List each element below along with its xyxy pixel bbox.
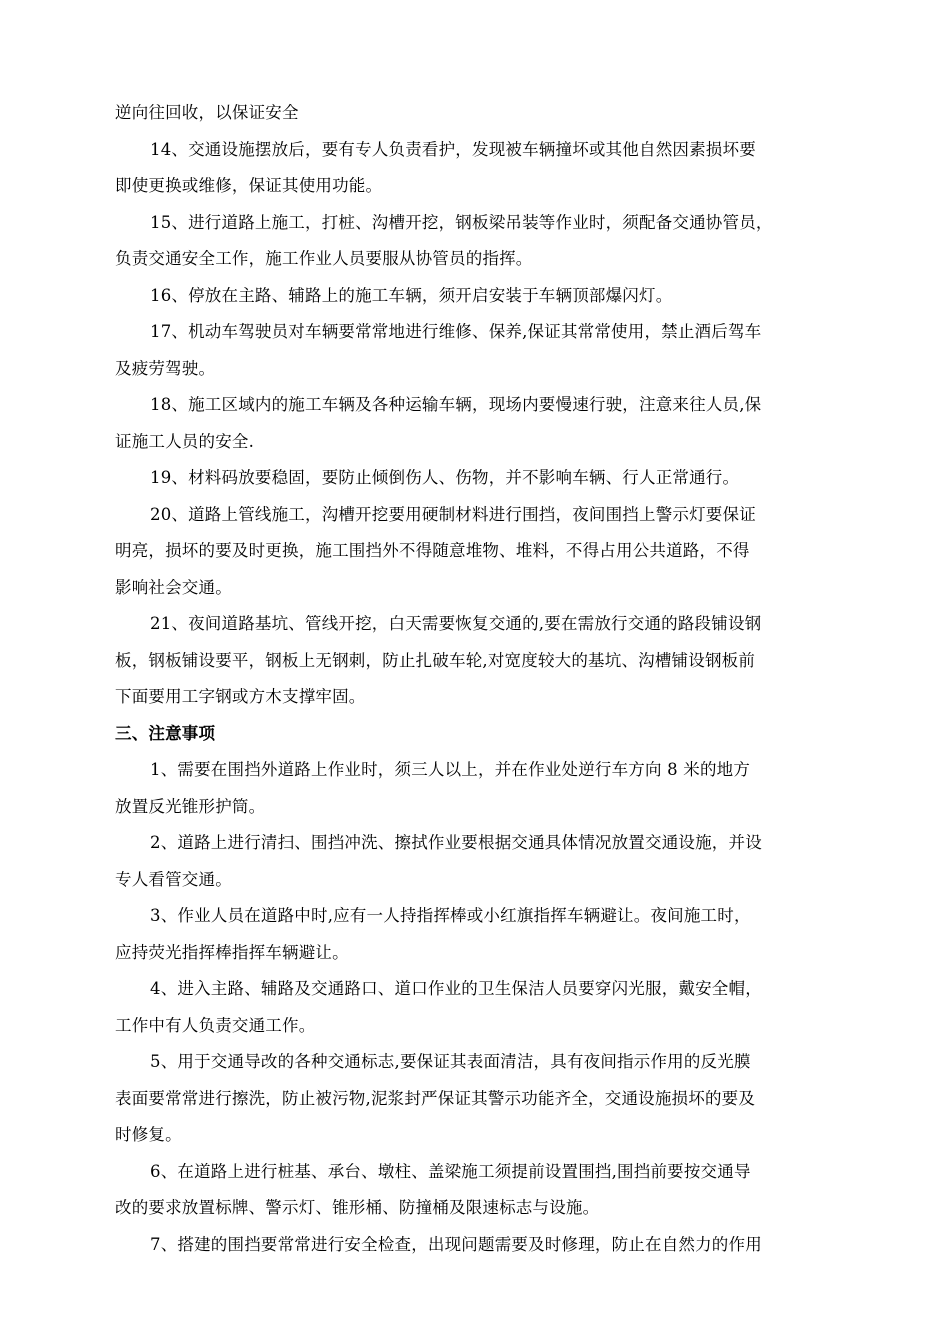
text-line: 影响社会交通。 xyxy=(115,577,232,597)
text-line: 16、停放在主路、辅路上的施工车辆，须开启安装于车辆顶部爆闪灯。 xyxy=(150,285,673,305)
text-line: 负责交通安全工作，施工作业人员要服从协管员的指挥。 xyxy=(115,249,533,268)
text-line: 专人看管交通。 xyxy=(115,869,232,889)
text-line: 证施工人员的安全. xyxy=(115,431,255,451)
text-line: 即使更换或维修，保证其使用功能。 xyxy=(115,176,383,195)
text-line: 表面要常常进行擦洗，防止被污物,泥浆封严保证其警示功能齐全，交通设施损坏的要及 xyxy=(115,1088,756,1108)
text-line: 2、道路上进行清扫、围挡冲洗、擦拭作业要根据交通具体情况放置交通设施，并设 xyxy=(150,833,762,852)
section-heading: 三、注意事项 xyxy=(115,723,216,743)
text-line: 板，钢板铺设要平，钢板上无钢刺，防止扎破车轮,对宽度较大的基坑、沟槽铺设钢板前 xyxy=(115,650,756,670)
text-line: 改的要求放置标牌、警示灯、锥形桶、防撞桶及限速标志与设施。 xyxy=(115,1198,600,1217)
text-line: 应持荧光指挥棒指挥车辆避让。 xyxy=(115,942,349,962)
text-line: 时修复。 xyxy=(115,1125,182,1144)
text-line: 14、交通设施摆放后，要有专人负责看护，发现被车辆撞坏或其他自然因素损坏要 xyxy=(150,139,756,159)
text-line: 18、施工区域内的施工车辆及各种运输车辆，现场内要慢速行驶，注意来往人员,保 xyxy=(150,395,762,414)
text-line: 20、道路上管线施工，沟槽开挖要用硬制材料进行围挡，夜间围挡上警示灯要保证 xyxy=(150,504,756,524)
text-line: 3、作业人员在道路中时,应有一人持指挥棒或小红旗指挥车辆避让。夜间施工时， xyxy=(150,906,751,925)
text-line: 4、进入主路、辅路及交通路口、道口作业的卫生保洁人员要穿闪光服，戴安全帽， xyxy=(150,979,762,998)
document-body xyxy=(115,95,860,1263)
text-line: 6、在道路上进行桩基、承台、墩柱、盖梁施工须提前设置围挡,围挡前要按交通导 xyxy=(150,1161,751,1181)
text-line: 7、搭建的围挡要常常进行安全检查，出现问题需要及时修理，防止在自然力的作用 xyxy=(150,1234,762,1254)
text-line: 15、进行道路上施工，打桩、沟槽开挖，钢板梁吊装等作业时，须配备交通协管员， xyxy=(150,212,773,232)
text-line: 逆向往回收，以保证安全 xyxy=(115,103,299,122)
text-line: 明亮，损坏的要及时更换，施工围挡外不得随意堆物、堆料，不得占用公共道路，不得 xyxy=(115,541,750,560)
text-line: 21、夜间道路基坑、管线开挖，白天需要恢复交通的,要在需放行交通的路段铺设钢 xyxy=(150,614,762,633)
text-line: 1、需要在围挡外道路上作业时，须三人以上，并在作业处逆行车方向 8 米的地方 xyxy=(150,760,751,779)
text-line: 19、材料码放要稳固，要防止倾倒伤人、伤物，并不影响车辆、行人正常通行。 xyxy=(150,468,740,487)
text-line: 下面要用工字钢或方木支撑牢固。 xyxy=(115,687,366,706)
text-line: 及疲劳驾驶。 xyxy=(115,358,216,378)
text-line: 工作中有人负责交通工作。 xyxy=(115,1015,316,1035)
text-line: 放置反光锥形护筒。 xyxy=(115,796,266,816)
text-line: 5、用于交通导改的各种交通标志,要保证其表面清洁，具有夜间指示作用的反光膜 xyxy=(150,1052,751,1071)
text-line: 17、机动车驾驶员对车辆要常常地进行维修、保养,保证其常常使用，禁止酒后驾车 xyxy=(150,322,762,341)
